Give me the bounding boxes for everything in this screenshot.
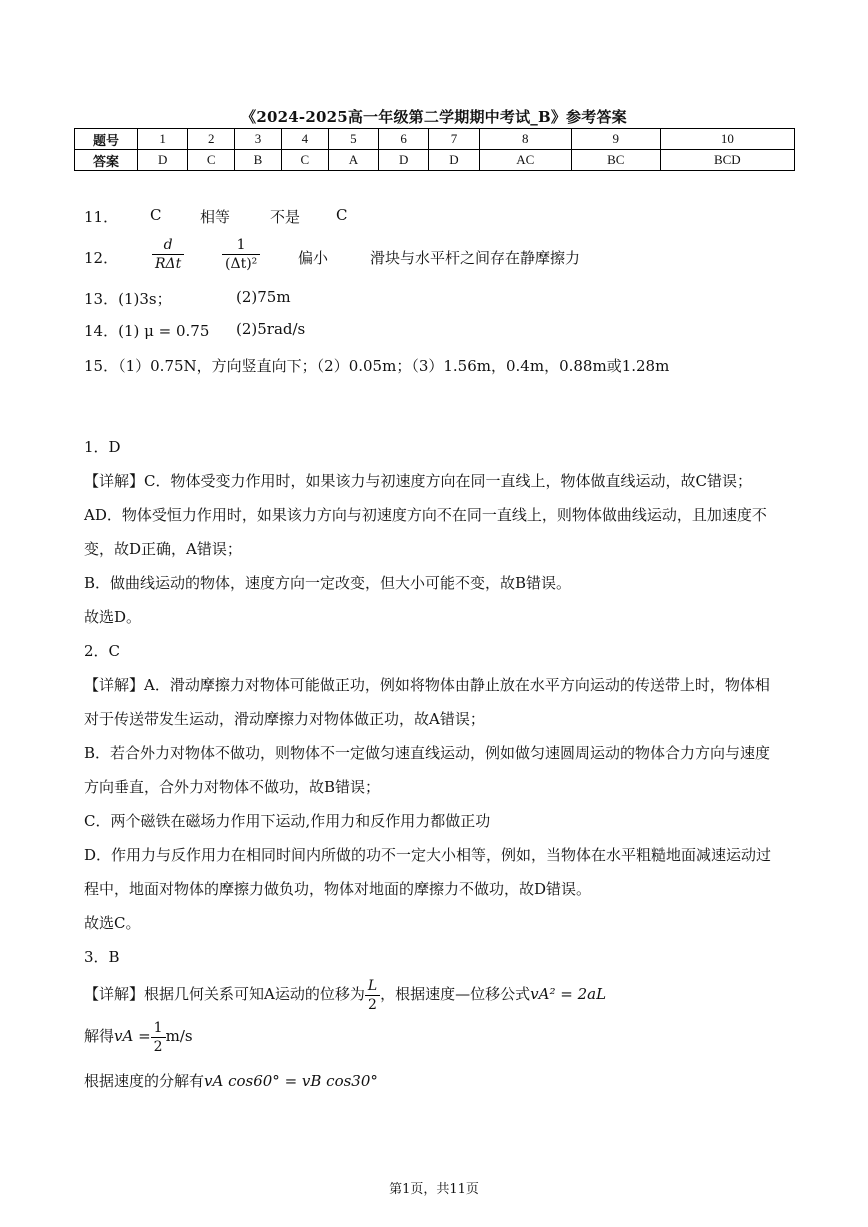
solution-line: AD．物体受恒力作用时，如果该力方向与初速度方向不在同一直线上，则物体做曲线运动，且加速度不	[84, 506, 767, 524]
fraction-d-over-rdt	[152, 236, 184, 273]
text-run: ，根据速度—位移公式	[380, 985, 531, 1003]
solution-line: 【详解】C．物体受变力作用时，如果该力与初速度方向在同一直线上，物体做直线运动，故C错误；	[84, 472, 752, 490]
solution-line	[84, 974, 784, 1014]
table-cell: 6	[379, 129, 429, 150]
table-cell: BCD	[660, 150, 794, 171]
answer-part: (2)5rad/s	[236, 320, 306, 338]
question-number: 14．	[84, 322, 119, 340]
table-cell: C	[281, 150, 328, 171]
answer-15: 15．（1）0.75N，方向竖直向下；（2）0.05m；（3）1.56m，0.4m，0.88m或1.28m	[84, 357, 670, 375]
fraction-l-over-2	[365, 977, 380, 1014]
answer-11	[84, 206, 348, 227]
answer-part: C	[336, 206, 348, 224]
table-cell: BC	[571, 150, 660, 171]
row-header-numbers: 题号	[75, 129, 138, 150]
fraction-numerator: 1	[151, 1019, 166, 1038]
fraction-numerator: L	[365, 977, 380, 996]
table-cell: 10	[660, 129, 794, 150]
solution-line: B．若合外力对物体不做功，则物体不一定做匀速直线运动，例如做匀速圆周运动的物体合力方向与速度	[84, 744, 771, 762]
solution-line: 对于传送带发生运动，滑动摩擦力对物体做正功，故A错误；	[84, 710, 485, 728]
table-row	[75, 129, 795, 150]
text-run: 根据速度的分解有	[84, 1072, 205, 1090]
page-title: 《2024-2025高一年级第二学期期中考试_B》参考答案	[241, 108, 627, 126]
solution-2	[84, 634, 784, 940]
table-cell: 3	[235, 129, 282, 150]
question-number: 12．	[84, 249, 119, 267]
solution-line: C．两个磁铁在磁场力作用下运动,作用力和反作用力都做正功	[84, 812, 491, 830]
answer-part: 偏小	[298, 249, 329, 267]
solution-line: 变，故D正确，A错误；	[84, 540, 242, 558]
table-cell: 7	[429, 129, 479, 150]
solution-heading: 3．B	[84, 948, 120, 966]
formula: vA² = 2aL	[530, 985, 607, 1003]
answer-part: (1)3s；	[118, 290, 172, 308]
answer-14	[84, 320, 306, 341]
answer-part: (1) μ = 0.75	[118, 322, 210, 340]
table-cell: D	[138, 150, 188, 171]
page-footer: 第1页，共11页	[389, 1182, 479, 1197]
solution-line: 故选D。	[84, 608, 142, 626]
table-cell: 1	[138, 129, 188, 150]
fraction-one-over-dt-squared	[222, 236, 260, 273]
table-cell: 2	[188, 129, 235, 150]
table-cell: 4	[281, 129, 328, 150]
table-cell: 9	[571, 129, 660, 150]
solution-line: 【详解】A．滑动摩擦力对物体可能做正功，例如将物体由静止放在水平方向运动的传送带上时，物体相	[84, 676, 770, 694]
table-cell: 8	[479, 129, 571, 150]
solution-3	[84, 940, 784, 1098]
table-cell: A	[328, 150, 378, 171]
answer-part: 滑块与水平杆之间存在静摩擦力	[370, 249, 581, 267]
formula: vA cos60° = vB cos30°	[204, 1072, 378, 1090]
solution-line: B．做曲线运动的物体，速度方向一定改变，但大小可能不变，故B错误。	[84, 574, 572, 592]
table-cell: D	[379, 150, 429, 171]
fraction-denominator: (Δt)²	[225, 256, 258, 272]
answer-part: C	[150, 206, 162, 224]
answer-part: (2)75m	[236, 288, 291, 306]
text-run: m/s	[165, 1027, 193, 1045]
row-header-answers: 答案	[75, 150, 138, 171]
question-number: 11．	[84, 208, 119, 226]
answer-table	[74, 128, 795, 171]
fraction-numerator: d	[152, 236, 184, 255]
table-cell: B	[235, 150, 282, 171]
solution-heading: 1．D	[84, 438, 121, 456]
solution-line: 程中，地面对物体的摩擦力做负功，物体对地面的摩擦力不做功，故D错误。	[84, 880, 592, 898]
solution-line: D．作用力与反作用力在相同时间内所做的功不一定大小相等，例如，当物体在水平粗糙地面减速运动过	[84, 846, 772, 864]
fraction-denominator: 2	[368, 996, 377, 1013]
answer-part: 不是	[270, 208, 301, 226]
text-run: 解得	[84, 1027, 115, 1045]
table-row	[75, 150, 795, 171]
solution-1	[84, 430, 784, 634]
question-number: 13．	[84, 290, 119, 308]
solution-line: 故选C。	[84, 914, 141, 932]
fraction-one-half	[151, 1019, 166, 1056]
solution-line	[84, 1064, 784, 1098]
formula: vA =	[114, 1027, 151, 1045]
table-cell: C	[188, 150, 235, 171]
answer-13	[84, 288, 291, 309]
table-cell: AC	[479, 150, 571, 171]
solution-heading: 2．C	[84, 642, 121, 660]
solution-line	[84, 1014, 784, 1058]
fraction-numerator: 1	[222, 236, 260, 255]
table-cell: 5	[328, 129, 378, 150]
text-run: 【详解】根据几何关系可知A运动的位移为	[84, 985, 365, 1003]
table-cell: D	[429, 150, 479, 171]
fraction-denominator: 2	[153, 1038, 163, 1055]
answer-part: 相等	[200, 208, 231, 226]
solution-line: 方向垂直，合外力对物体不做功，故B错误；	[84, 778, 381, 796]
fraction-denominator: RΔt	[155, 256, 182, 272]
